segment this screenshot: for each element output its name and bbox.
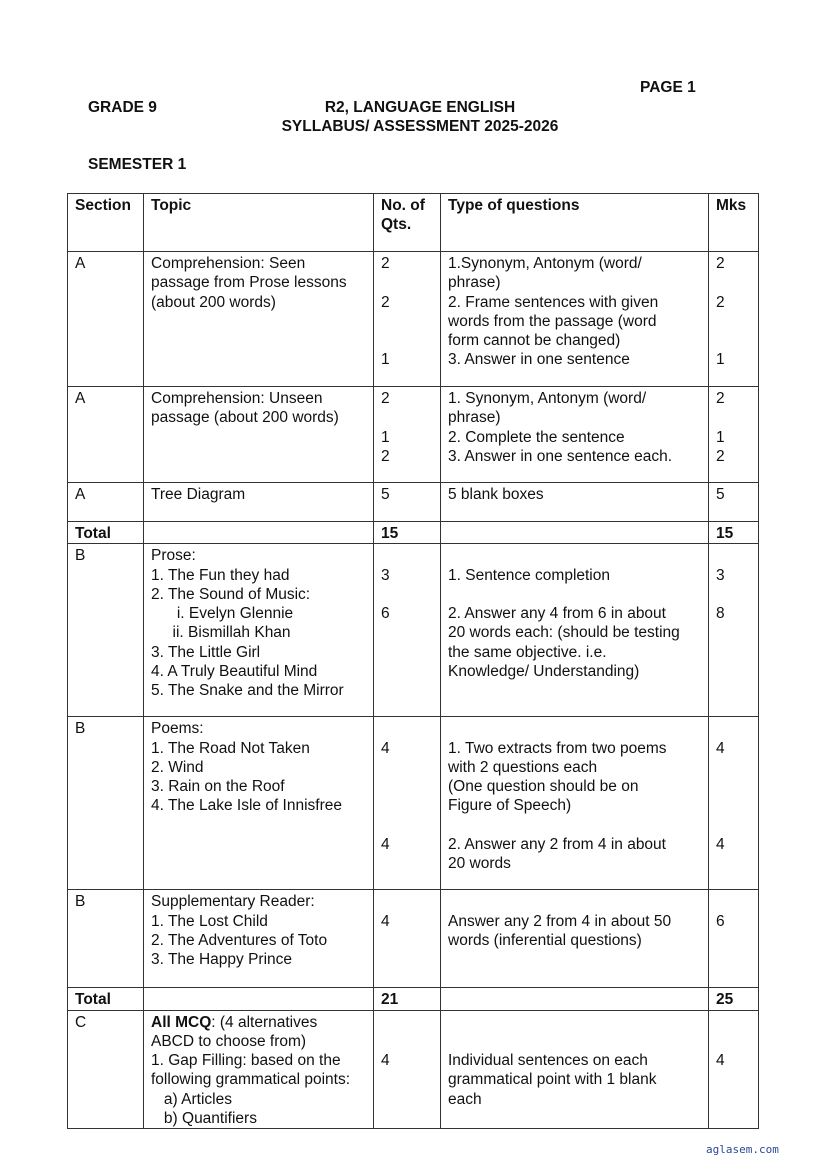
cell-line: 3 [381,566,390,584]
cell-line [716,719,752,738]
cell-line: Comprehension: Unseen [151,390,323,407]
cell-line: C [75,1013,87,1031]
cell-mks [709,1010,759,1129]
cell-line: 3. Answer in one sentence each. [448,447,673,465]
cell-qts [374,387,441,483]
cell-line: the same objective. i.e. [448,643,607,661]
cell-section [68,717,144,890]
table-row [68,544,759,717]
cell-line: 20 words each: (should be testing [448,624,680,642]
table-row [68,1010,759,1129]
cell-line: b) Quantifiers [151,1110,257,1128]
table-row [68,252,759,387]
cell-mks [709,717,759,890]
cell-line: phrase) [448,274,501,292]
cell-line [381,1032,434,1051]
cell-line: Comprehension: Seen [151,255,306,272]
cell-line: 4. The Lake Isle of Innisfree [151,797,342,815]
cell-line: 3. The Little Girl [151,643,261,661]
column-header-mks: Mks [709,194,759,252]
cell-line: ABCD to choose from) [151,1032,307,1050]
cell-line [448,990,702,1009]
cell-line [716,816,752,835]
cell-line: 21 [381,991,399,1009]
cell-topic [144,252,374,387]
cell-type [441,890,709,988]
cell-line: 1. The Lost Child [151,912,268,930]
cell-line [716,892,752,911]
cell-mks [709,483,759,522]
cell-mks [709,544,759,717]
grade-label: GRADE 9 [88,99,157,116]
cell-line [716,1013,752,1032]
cell-line: 4. A Truly Beautiful Mind [151,663,318,681]
cell-line: 1. Synonym, Antonym (word/ [448,390,647,407]
cell-line [716,546,752,565]
cell-line: 2. Answer any 2 from 4 in about [448,836,666,854]
cell-line: 3. The Happy Prince [151,951,293,969]
cell-line [716,408,752,427]
cell-line: 2 [716,447,725,465]
cell-line: Prose: [151,547,196,565]
cell-line [716,758,752,777]
cell-line: 5 [381,486,390,503]
cell-line [448,524,702,543]
cell-topic [144,890,374,988]
cell-line: 2 [381,293,390,311]
cell-line [381,892,434,911]
cell-line [716,331,752,350]
cell-line: Answer any 2 from 4 in about 50 [448,912,672,930]
cell-topic [144,483,374,522]
cell-qts [374,890,441,988]
cell-line: A [75,390,86,407]
cell-line [716,273,752,292]
cell-line: 20 words [448,855,511,873]
cell-line: 1 [381,428,390,446]
cell-line: 25 [716,991,734,1009]
cell-line: with 2 questions each [448,758,598,776]
cell-line: 8 [716,605,725,623]
cell-line [381,796,434,815]
table-row [68,890,759,988]
cell-line: 4 [381,836,390,854]
cell-topic [144,544,374,717]
cell-line [716,796,752,815]
cell-qts [374,522,441,544]
cell-line: Tree Diagram [151,486,246,503]
cell-line: 2. The Adventures of Toto [151,931,328,949]
cell-line [381,408,434,427]
cell-line: passage (about 200 words) [151,409,339,427]
cell-line: phrase) [448,409,501,427]
cell-qts [374,1010,441,1129]
cell-line: 3 [716,566,725,584]
cell-line: passage from Prose lessons [151,274,347,292]
cell-qts [374,988,441,1010]
cell-line: 2 [716,293,725,311]
cell-line [448,816,702,835]
cell-line: i. Evelyn Glennie [151,605,294,623]
cell-section [68,483,144,522]
cell-line: 1 [716,428,725,446]
cell-line [381,585,434,604]
cell-qts [374,544,441,717]
cell-line: 1. The Fun they had [151,566,290,584]
cell-line: 2. Complete the sentence [448,428,625,446]
cell-line: 5 [716,486,725,503]
cell-line: 4 [716,836,725,854]
cell-line: words from the passage (word [448,312,657,330]
cell-line: Individual sentences on each [448,1052,648,1070]
cell-qts [374,252,441,387]
cell-line: each [448,1090,482,1108]
cell-line: 1 [381,351,390,369]
cell-line: Poems: [151,720,204,738]
cell-type [441,387,709,483]
cell-line [448,892,702,911]
page-number: PAGE 1 [640,79,696,96]
table-row [68,717,759,890]
cell-type [441,522,709,544]
cell-line: 2 [381,447,390,465]
semester-label: SEMESTER 1 [88,156,187,173]
cell-qts [374,717,441,890]
cell-section [68,522,144,544]
cell-mks [709,890,759,988]
cell-line: 1. Gap Filling: based on the [151,1052,341,1070]
cell-line: ii. Bismillah Khan [151,624,291,642]
cell-topic [144,1010,374,1129]
cell-line [381,331,434,350]
cell-line: A [75,255,86,272]
cell-mks [709,387,759,483]
cell-line: A [75,486,86,503]
cell-line: Total [75,991,111,1009]
cell-mks [709,252,759,387]
cell-topic [144,988,374,1010]
cell-line: 3. Rain on the Roof [151,778,285,796]
cell-line: 2 [381,255,390,272]
column-header-qts: No. of Qts. [374,194,441,252]
cell-line [448,546,702,565]
column-header-topic: Topic [144,194,374,252]
syllabus-table [67,193,759,1129]
cell-line: 1. The Road Not Taken [151,739,310,757]
cell-line [448,585,702,604]
title-line-1: R2, LANGUAGE ENGLISH [324,99,516,116]
cell-type [441,252,709,387]
title-line-2: SYLLABUS/ ASSESSMENT 2025-2026 [281,118,559,135]
cell-line [151,524,367,543]
cell-type [441,988,709,1010]
document-title [0,98,827,136]
cell-line: 6 [716,912,725,930]
cell-line: 1. Two extracts from two poems [448,739,667,757]
cell-topic [144,717,374,890]
cell-line [381,777,434,796]
bold-label: All MCQ [151,1013,212,1031]
cell-line: 1. Sentence completion [448,566,610,584]
cell-line: 2. Frame sentences with given [448,293,659,311]
cell-line [381,1013,434,1032]
cell-line: 4 [381,1052,390,1070]
cell-line: B [75,893,86,911]
total-row [68,988,759,1010]
cell-mks [709,522,759,544]
cell-mks [709,988,759,1010]
cell-type [441,717,709,890]
total-row [68,522,759,544]
cell-type [441,483,709,522]
cell-type [441,1010,709,1129]
cell-line [151,990,367,1009]
cell-section [68,890,144,988]
cell-line [381,758,434,777]
cell-type [441,544,709,717]
cell-line [716,777,752,796]
table-row [68,387,759,483]
cell-line: words (inferential questions) [448,931,642,949]
column-header-type: Type of questions [441,194,709,252]
cell-line: 6 [381,605,390,623]
cell-line: 5. The Snake and the Mirror [151,682,344,700]
cell-line: grammatical point with 1 blank [448,1071,657,1089]
cell-section [68,387,144,483]
cell-line: 3. Answer in one sentence [448,351,630,369]
cell-line [448,1013,702,1032]
cell-line: (One question should be on [448,778,639,796]
cell-line: 2 [716,255,725,272]
cell-section [68,1010,144,1129]
label-rest: : (4 alternatives [211,1013,318,1031]
cell-line: a) Articles [151,1090,232,1108]
cell-line [381,273,434,292]
cell-section [68,988,144,1010]
column-header-section: Section [68,194,144,252]
cell-line: 1 [716,351,725,369]
cell-line: 2 [381,390,390,407]
cell-line: (about 200 words) [151,293,276,311]
cell-line [716,585,752,604]
cell-line: 5 blank boxes [448,486,544,503]
cell-line: 4 [716,1052,725,1070]
cell-line: 2. Wind [151,758,204,776]
cell-line [716,1032,752,1051]
cell-topic [144,522,374,544]
cell-line: 4 [381,912,390,930]
cell-line: Total [75,525,111,542]
cell-line: 4 [716,739,725,757]
cell-line [448,1032,702,1051]
watermark: aglasem.com [706,1143,779,1156]
cell-line: 1.Synonym, Antonym (word/ [448,255,642,272]
cell-line: B [75,547,86,565]
table-header-row [68,194,759,252]
cell-line: B [75,720,86,738]
cell-line: 2. The Sound of Music: [151,585,311,603]
cell-line: 2 [716,390,725,407]
cell-line: Supplementary Reader: [151,893,315,911]
cell-line: Knowledge/ Understanding) [448,663,640,681]
cell-line: form cannot be changed) [448,332,621,350]
cell-line [716,312,752,331]
cell-topic [144,387,374,483]
cell-line: 15 [381,525,399,542]
cell-section [68,252,144,387]
cell-line: Figure of Speech) [448,797,572,815]
cell-line [448,719,702,738]
cell-line [381,546,434,565]
cell-line: 2. Answer any 4 from 6 in about [448,605,666,623]
cell-line: 15 [716,525,734,542]
cell-section [68,544,144,717]
cell-qts [374,483,441,522]
cell-line [381,816,434,835]
cell-line [381,312,434,331]
table-row [68,483,759,522]
cell-line: following grammatical points: [151,1071,351,1089]
cell-line: 4 [381,739,390,757]
cell-line [381,719,434,738]
cell-line [151,1013,367,1032]
